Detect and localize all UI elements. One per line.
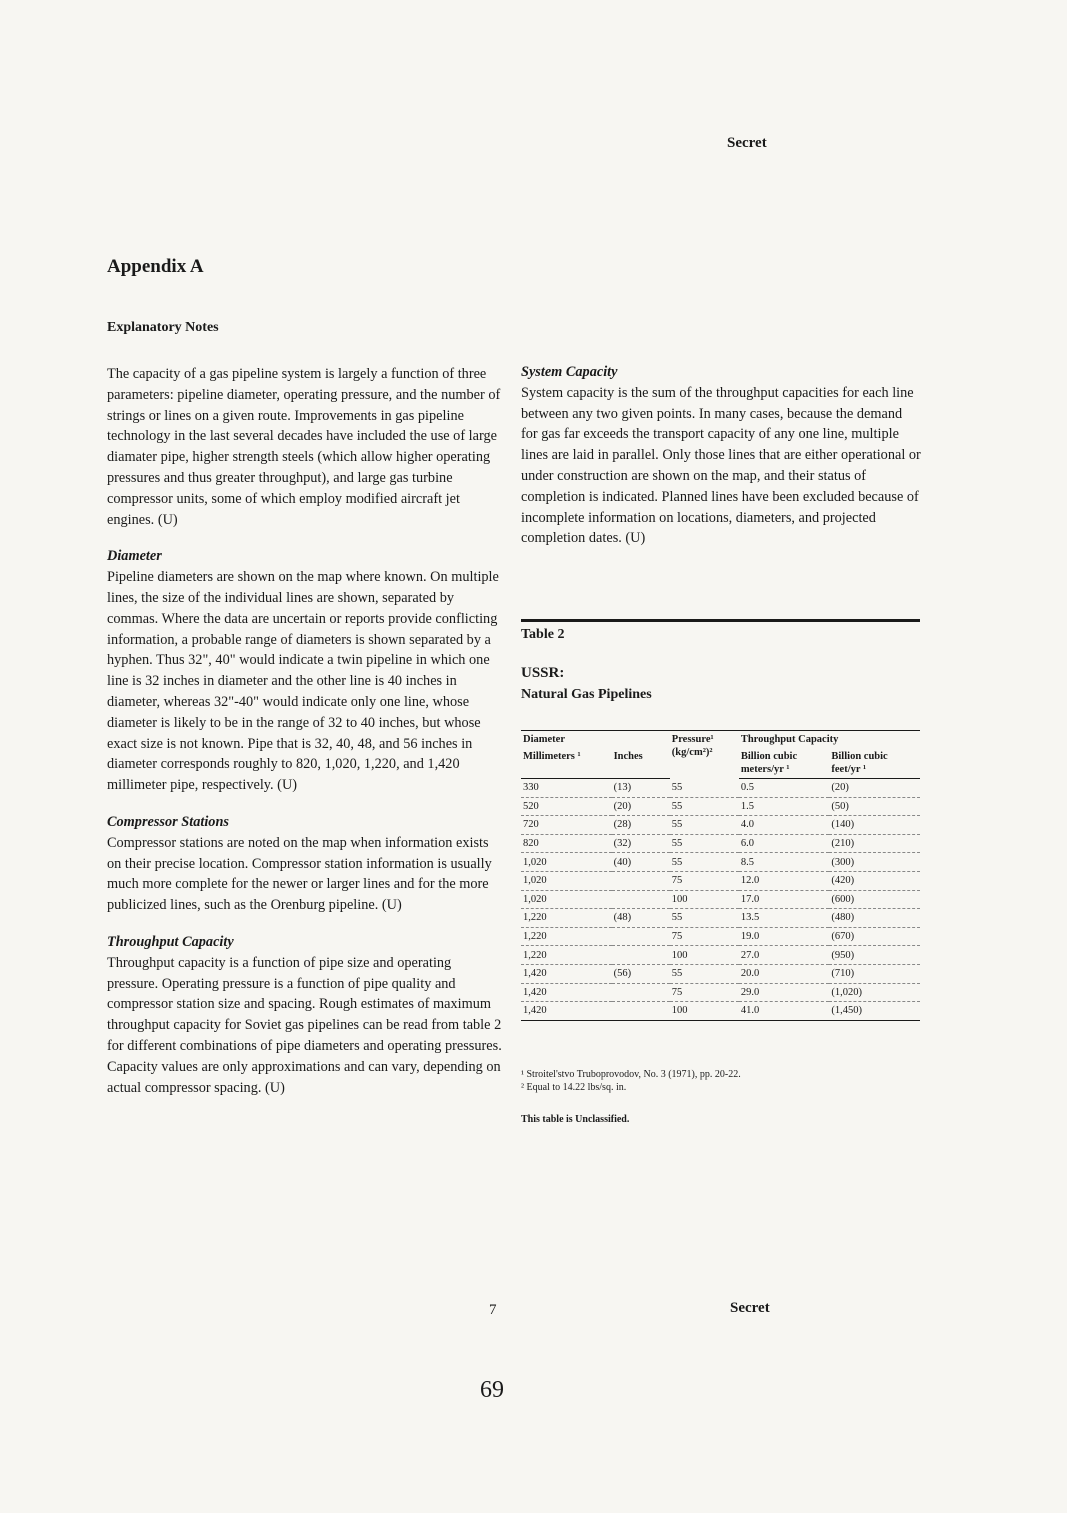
cell-bcf: (210) bbox=[829, 834, 920, 853]
table-title: Natural Gas Pipelines bbox=[521, 687, 652, 702]
cell-bcf: (300) bbox=[829, 853, 920, 872]
cell-pressure: 55 bbox=[670, 853, 739, 872]
table-row bbox=[521, 871, 920, 890]
cell-millimeters: 1,020 bbox=[521, 871, 612, 890]
archive-page-number: 69 bbox=[480, 1377, 504, 1403]
cell-pressure: 100 bbox=[670, 1002, 739, 1021]
cell-pressure: 55 bbox=[670, 779, 739, 798]
table-footnote-2: ² Equal to 14.22 lbs/sq. in. bbox=[521, 1082, 627, 1093]
cell-bcf: (1,450) bbox=[829, 1002, 920, 1021]
cell-millimeters: 1,220 bbox=[521, 909, 612, 928]
table-label: Table 2 bbox=[521, 627, 565, 642]
table-body bbox=[521, 779, 920, 1021]
cell-pressure: 100 bbox=[670, 890, 739, 909]
cell-pressure: 55 bbox=[670, 834, 739, 853]
cell-pressure: 100 bbox=[670, 946, 739, 965]
bcm-header: Billion cubic meters/yr ¹ bbox=[739, 748, 830, 779]
table-top-rule bbox=[521, 619, 920, 622]
throughput-heading: Throughput Capacity bbox=[107, 933, 234, 950]
cell-inches: (28) bbox=[612, 816, 670, 835]
table-country: USSR: bbox=[521, 665, 565, 681]
table-row bbox=[521, 853, 920, 872]
table-row bbox=[521, 1002, 920, 1021]
cell-bcm: 29.0 bbox=[739, 983, 830, 1002]
system-capacity-paragraph: System capacity is the sum of the throughput capacities for each line between any two given points. In many cases, because the demand for gas far exceeds the transport capacity of any one line, multiple lines are laid in parallel. Only those lines that are either operational or under construction are shown on the map, and their status of completion is indicated. Planned lines have been excluded because of incomplete information on locations, diameters, and projected completion dates. (U) bbox=[521, 384, 921, 547]
explanatory-notes-heading: Explanatory Notes bbox=[107, 320, 219, 335]
table-row bbox=[521, 927, 920, 946]
system-capacity-heading: System Capacity bbox=[521, 364, 618, 380]
cell-pressure: 55 bbox=[670, 909, 739, 928]
cell-inches bbox=[612, 927, 670, 946]
cell-millimeters: 1,420 bbox=[521, 964, 612, 983]
bcf-header: Billion cubic feet/yr ¹ bbox=[829, 748, 920, 779]
table-row bbox=[521, 946, 920, 965]
cell-inches: (48) bbox=[612, 909, 670, 928]
cell-millimeters: 330 bbox=[521, 779, 612, 798]
cell-pressure: 75 bbox=[670, 871, 739, 890]
cell-pressure: 75 bbox=[670, 927, 739, 946]
cell-inches bbox=[612, 946, 670, 965]
throughput-header: Throughput Capacity bbox=[739, 731, 920, 749]
cell-bcf: (480) bbox=[829, 909, 920, 928]
table-row bbox=[521, 797, 920, 816]
cell-bcm: 8.5 bbox=[739, 853, 830, 872]
cell-pressure: 75 bbox=[670, 983, 739, 1002]
appendix-title: Appendix A bbox=[107, 256, 204, 277]
cell-bcf: (420) bbox=[829, 871, 920, 890]
cell-millimeters: 1,220 bbox=[521, 927, 612, 946]
cell-inches bbox=[612, 1002, 670, 1021]
millimeters-header: Millimeters ¹ bbox=[521, 748, 612, 779]
cell-bcm: 1.5 bbox=[739, 797, 830, 816]
cell-inches bbox=[612, 890, 670, 909]
table-row bbox=[521, 779, 920, 798]
compressor-heading: Compressor Stations bbox=[107, 813, 229, 830]
diameter-heading: Diameter bbox=[107, 548, 162, 565]
left-column bbox=[107, 364, 505, 1114]
cell-millimeters: 1,020 bbox=[521, 890, 612, 909]
throughput-paragraph: Throughput capacity is a function of pipe size and operating pressure. Operating pressure is a function of pipe quality and compressor station size and spacing. Rough estimates of maximum throughput capacity for Soviet gas pipelines can be read from table 2 for different combinations of pipe diameters and operating pressures. Capacity values are only approximations and can vary, depending on actual compressor spacing. (U) bbox=[107, 954, 502, 1096]
cell-bcf: (670) bbox=[829, 927, 920, 946]
cell-bcm: 13.5 bbox=[739, 909, 830, 928]
cell-millimeters: 520 bbox=[521, 797, 612, 816]
cell-bcm: 20.0 bbox=[739, 964, 830, 983]
cell-pressure: 55 bbox=[670, 816, 739, 835]
table-row bbox=[521, 964, 920, 983]
cell-inches: (13) bbox=[612, 779, 670, 798]
cell-bcf: (140) bbox=[829, 816, 920, 835]
cell-bcf: (710) bbox=[829, 964, 920, 983]
cell-inches: (56) bbox=[612, 964, 670, 983]
inches-header: Inches bbox=[612, 748, 670, 779]
cell-bcm: 4.0 bbox=[739, 816, 830, 835]
cell-inches: (32) bbox=[612, 834, 670, 853]
table-row bbox=[521, 834, 920, 853]
cell-bcm: 19.0 bbox=[739, 927, 830, 946]
classification-bottom: Secret bbox=[730, 1300, 770, 1316]
intro-paragraph: The capacity of a gas pipeline system is largely a function of three parameters: pipeline diameter, operating pressure, and the number of strings or lines on a given route. Improvements in gas pipeline technology in the last several decades have included the use of large diamater pipe, higher strength steels (which allow higher operating pressures and thus greater throughput), and large gas turbine compressor units, some of which employ modified aircraft jet engines. (U) bbox=[107, 366, 501, 528]
cell-inches bbox=[612, 983, 670, 1002]
right-column bbox=[521, 362, 921, 565]
diameter-paragraph: Pipeline diameters are shown on the map where known. On multiple lines, the size of the individual lines are shown, separated by commas. Where the data are uncertain or reports provide conflicting information, a probable range of diameters is shown separated by a hyphen. Thus 32", 40" would indicate a twin pipeline in which one line is 32 inches in diameter and the other line is 40 inches in diameter, whereas 32"-40" would indicate only one line, whose diameter is likely to be in the range of 32 to 40 inches, but whose exact size is not known. Pipe that is 32, 40, 48, and 56 inches in diameter corresponds roughly to 820, 1,020, 1,220, and 1,420 millimeter pipe, respectively. (U) bbox=[107, 569, 499, 794]
cell-bcm: 27.0 bbox=[739, 946, 830, 965]
cell-millimeters: 720 bbox=[521, 816, 612, 835]
table-row bbox=[521, 983, 920, 1002]
diameter-header: Diameter bbox=[521, 731, 670, 749]
pressure-header: Pressure¹ (kg/cm²)² bbox=[670, 731, 739, 779]
cell-bcm: 12.0 bbox=[739, 871, 830, 890]
cell-millimeters: 820 bbox=[521, 834, 612, 853]
cell-bcf: (950) bbox=[829, 946, 920, 965]
cell-millimeters: 1,420 bbox=[521, 983, 612, 1002]
table-footnote-1: ¹ Stroitel'stvo Truboprovodov, No. 3 (1971), pp. 20-22. bbox=[521, 1069, 741, 1080]
table-row bbox=[521, 816, 920, 835]
cell-inches: (40) bbox=[612, 853, 670, 872]
cell-millimeters: 1,220 bbox=[521, 946, 612, 965]
cell-millimeters: 1,420 bbox=[521, 1002, 612, 1021]
pipeline-table bbox=[521, 730, 920, 1021]
page-number: 7 bbox=[489, 1302, 497, 1318]
cell-bcf: (50) bbox=[829, 797, 920, 816]
table-unclassified-note: This table is Unclassified. bbox=[521, 1114, 630, 1125]
cell-inches: (20) bbox=[612, 797, 670, 816]
classification-top: Secret bbox=[727, 135, 767, 151]
cell-millimeters: 1,020 bbox=[521, 853, 612, 872]
cell-bcm: 41.0 bbox=[739, 1002, 830, 1021]
cell-bcm: 0.5 bbox=[739, 779, 830, 798]
cell-inches bbox=[612, 871, 670, 890]
cell-bcf: (600) bbox=[829, 890, 920, 909]
table-row bbox=[521, 909, 920, 928]
cell-pressure: 55 bbox=[670, 964, 739, 983]
cell-bcm: 17.0 bbox=[739, 890, 830, 909]
table-row bbox=[521, 890, 920, 909]
cell-bcf: (1,020) bbox=[829, 983, 920, 1002]
compressor-paragraph: Compressor stations are noted on the map when information exists on their precise location. Compressor station information is usually much more complete for the newer or larger lines and for the more publicized lines, such as the Orenburg pipeline. (U) bbox=[107, 834, 492, 914]
cell-pressure: 55 bbox=[670, 797, 739, 816]
cell-bcf: (20) bbox=[829, 779, 920, 798]
cell-bcm: 6.0 bbox=[739, 834, 830, 853]
